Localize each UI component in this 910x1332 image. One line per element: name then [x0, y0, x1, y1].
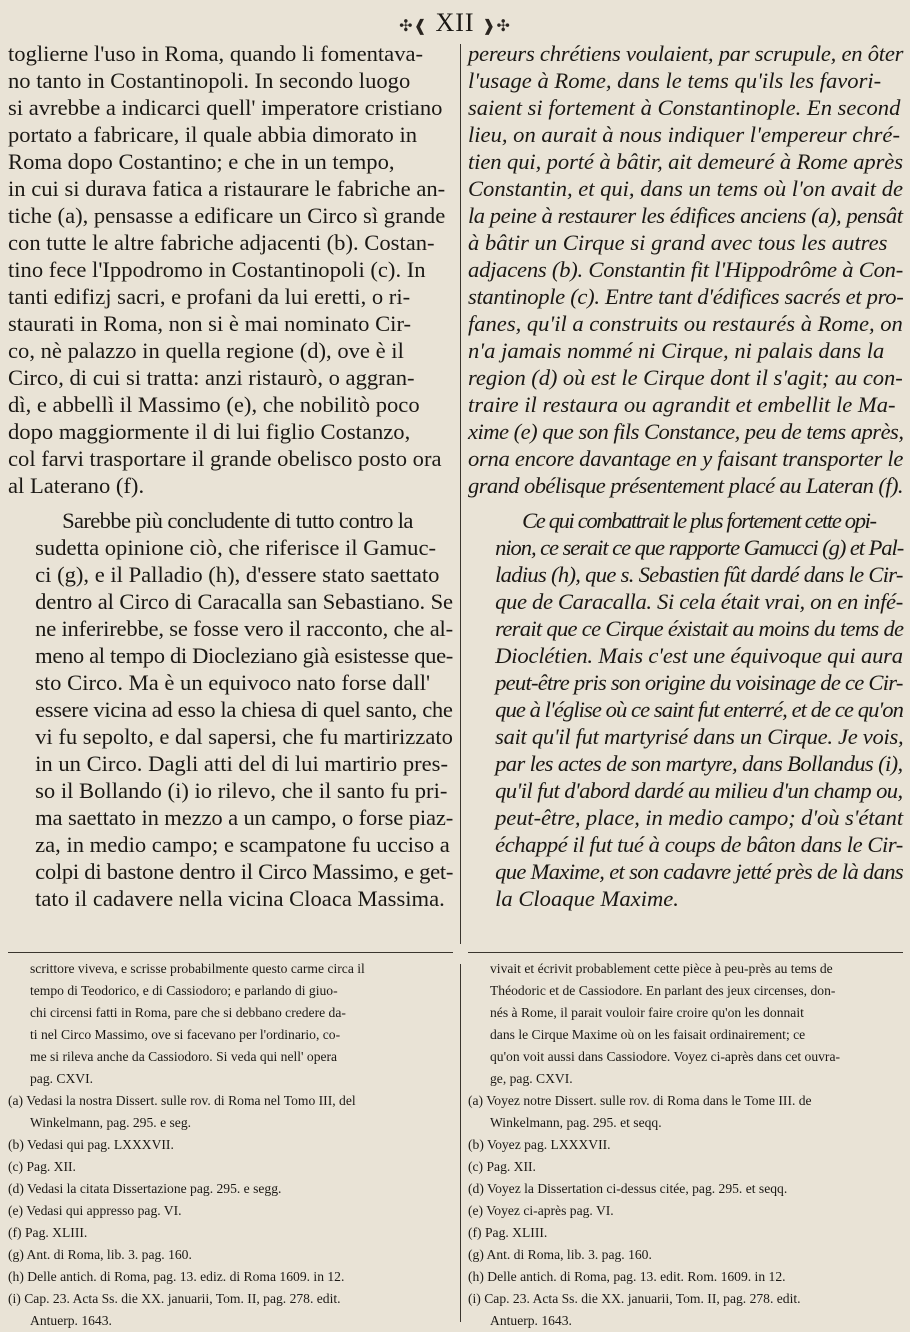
text-line: (a) Vedasi la nostra Dissert. sulle rov. di Roma nel Tomo III, del	[8, 1093, 356, 1108]
text-line: (b) Voyez pag. LXXXVII.	[468, 1137, 611, 1152]
text-line: (g) Ant. di Roma, lib. 3. pag. 160.	[8, 1247, 192, 1262]
text-line: (g) Ant. di Roma, lib. 3. pag. 160.	[468, 1247, 652, 1262]
text-line: ci (g), e il Palladio (h), d'essere stato saettato	[35, 562, 440, 587]
text-line: za, in medio campo; e scampatone fu ucciso a	[35, 832, 450, 857]
text-line: sto Circo. Ma è un equivoco nato forse dall'	[35, 670, 431, 695]
text-line: pereurs chrétiens voulaient, par scrupule, en ôter	[468, 41, 904, 66]
text-line: (d) Vedasi la citata Dissertazione pag. 295. e segg.	[8, 1181, 282, 1196]
text-line: Antuerp. 1643.	[30, 1313, 112, 1328]
text-line: peut-être pris son origine du voisinage de ce Cir-	[495, 670, 903, 695]
text-line: dentro al Circo di Caracalla san Sebastiano. Se	[35, 589, 453, 614]
text-line: xime (e) que son fils Constance, peu de tems après,	[468, 419, 904, 444]
text-line: region (d) où est le Cirque dont il s'agit; au con-	[468, 365, 903, 390]
text-line: lieu, on aurait à nous indiquer l'empereur chré-	[468, 122, 900, 147]
text-line: que de Caracalla. Si cela était vrai, on en infé-	[495, 589, 903, 614]
text-line: tiche (a), pensasse a edificare un Circo sì grande	[8, 203, 446, 228]
text-line: chi circensi fatti in Roma, pare che si debbano credere da-	[30, 1005, 346, 1020]
text-line: (h) Delle antich. di Roma, pag. 13. ediz. di Roma 1609. in 12.	[8, 1269, 345, 1284]
text-line: in un Circo. Dagli atti del di lui martirio pres-	[35, 751, 448, 776]
text-line: échappé il fut tué à coups de bâton dans le Cir-	[495, 832, 903, 857]
text-line: me si rileva anche da Cassiodoro. Si veda qui nell' opera	[30, 1049, 338, 1064]
text-line: (a) Voyez notre Dissert. sulle rov. di Roma dans le Tome III. de	[468, 1093, 812, 1108]
text-line: tino fece l'Ippodromo in Costantinopoli (c). In	[8, 257, 426, 282]
italian-paragraph-1	[8, 40, 453, 499]
text-line: dans le Cirque Maxime où on les faisait ordinairement; ce	[490, 1027, 806, 1042]
text-line: (f) Pag. XLIII.	[8, 1225, 88, 1240]
text-line: à bâtir un Cirque si grand avec tous les autres	[468, 230, 888, 255]
italian-footnotes	[8, 958, 453, 1332]
text-line: colpi di bastone dentro il Circo Massimo, e get-	[35, 859, 454, 884]
text-line: so il Bollando (i) io rilevo, che il santo fu pri-	[35, 778, 448, 803]
text-line: tien qui, porté à bâtir, ait demeuré à Rome après	[468, 149, 903, 174]
text-line: tato il cadavere nella vicina Cloaca Massima.	[35, 886, 445, 911]
text-line: tempo di Teodorico, e di Cassiodoro; e parlando di giuo-	[30, 983, 338, 998]
text-line: orna encore davantage en y faisant transporter le	[468, 446, 904, 471]
text-line: la peine à restaurer les édifices anciens (a), pensât	[468, 203, 903, 228]
text-line: qu'il fut d'abord dardé au milieu d'un champ ou,	[495, 778, 903, 803]
text-line: Constantin, et qui, dans un tems où l'on avait de	[468, 176, 903, 201]
text-line: grand obélisque présentement placé au Lateran (f).	[468, 473, 903, 498]
text-line: par les actes de son martyre, dans Bollandus (i),	[495, 751, 903, 776]
french-footnotes	[468, 958, 903, 1332]
text-line: ne inferirebbe, se fosse vero il racconto, che al-	[35, 616, 453, 641]
text-line: ma saettato in mezzo a un campo, o forse piaz-	[35, 805, 454, 830]
text-line: Ce qui combattrait le plus fortement cette opi-	[522, 508, 876, 533]
text-line: qu'on voit aussi dans Cassiodore. Voyez ci-après dans cet ouvra-	[490, 1049, 841, 1064]
text-line: toglierne l'uso in Roma, quando li fomentava-	[8, 41, 424, 66]
text-line: no tanto in Costantinopoli. In secondo luogo	[8, 68, 411, 93]
text-line: ge, pag. CXVI.	[490, 1071, 573, 1086]
ornament-left-icon: ✣❰	[399, 18, 428, 35]
french-paragraph-2	[468, 507, 903, 912]
text-line: Winkelmann, pag. 295. et seqq.	[490, 1115, 662, 1130]
text-line: Antuerp. 1643.	[490, 1313, 572, 1328]
french-text-column	[468, 40, 903, 912]
text-line: saient si fortement à Constantinople. En second	[468, 95, 901, 120]
text-line: col farvi trasportare il grande obelisco posto ora	[8, 446, 442, 471]
text-line: stantinople (c). Entre tant d'édifices sacrés et pro-	[468, 284, 904, 309]
text-line: co, nè palazzo in quella regione (d), ove è il	[8, 338, 404, 363]
text-line: nion, ce serait ce que rapporte Gamucci (g) et Pal-	[495, 535, 904, 560]
text-line: (d) Voyez la Dissertation ci-dessus citée, pag. 295. et seqq.	[468, 1181, 788, 1196]
page-number: XII	[435, 8, 475, 37]
text-line: (i) Cap. 23. Acta Ss. die XX. januarii, Tom. II, pag. 278. edit.	[8, 1291, 341, 1306]
text-line: Roma dopo Costantino; e che in un tempo,	[8, 149, 395, 174]
text-line: tanti edifizj sacri, e profani da lui eretti, o ri-	[8, 284, 411, 309]
italian-text-column	[8, 40, 453, 912]
text-line: meno al tempo di Diocleziano già esistesse que-	[35, 643, 453, 668]
text-line: ti nel Circo Massimo, ove si facevano per l'ordinario, co-	[30, 1027, 341, 1042]
text-line: sudetta opinione ciò, che riferisce il Gamuc-	[35, 535, 436, 560]
page-header	[0, 6, 910, 40]
text-line: Circo, di cui si tratta: anzi ristaurò, o aggran-	[8, 365, 415, 390]
text-line: l'usage à Rome, dans le tems qu'ils les favori-	[468, 68, 882, 93]
text-line: nés à Rome, il parait vouloir faire croire qu'on les donnait	[490, 1005, 804, 1020]
text-line: pag. CXVI.	[30, 1071, 94, 1086]
text-line: Théodoric et de Cassiodore. En parlant des jeux circenses, don-	[490, 983, 836, 998]
text-line: sait qu'il fut martyrisé dans un Cirque. Je vois,	[495, 724, 904, 749]
text-line: la Cloaque Maxime.	[495, 886, 679, 911]
text-line: (c) Pag. XII.	[468, 1159, 536, 1174]
text-line: Winkelmann, pag. 295. e seg.	[30, 1115, 192, 1130]
text-line: (h) Delle antich. di Roma, pag. 13. edit. Rom. 1609. in 12.	[468, 1269, 786, 1284]
text-line: staurati in Roma, non si è mai nominato Cir-	[8, 311, 412, 336]
text-line: con tutte le altre fabriche adjacenti (b). Costan-	[8, 230, 435, 255]
text-line: (c) Pag. XII.	[8, 1159, 76, 1174]
text-line: rerait que ce Cirque éxistait au moins du tems de	[495, 616, 904, 641]
text-line: que à l'église où ce saint fut enterré, et de ce qu'on	[495, 697, 904, 722]
text-line: essere vicina ad esso la chiesa di quel santo, che	[35, 697, 453, 722]
text-line: si avrebbe a indicarci quell' imperatore cristiano	[8, 95, 443, 120]
text-line: (f) Pag. XLIII.	[468, 1225, 548, 1240]
text-line: ladius (h), que s. Sebastien fût dardé dans le Cir-	[495, 562, 903, 587]
left-footnote-rule	[8, 952, 453, 953]
text-line: vivait et écrivit probablement cette pièce à peu-près au tems de	[490, 961, 833, 976]
french-paragraph-1	[468, 40, 903, 499]
text-line: scrittore viveva, e scrisse probabilmente questo carme circa il	[30, 961, 365, 976]
text-line: dopo maggiormente il di lui figlio Costanzo,	[8, 419, 411, 444]
text-line: fanes, qu'il a construits ou restaurés à Rome, on	[468, 311, 903, 336]
italian-paragraph-2	[8, 507, 453, 912]
ornament-right-icon: ❱✣	[482, 18, 511, 35]
text-line: (e) Voyez ci-après pag. VI.	[468, 1203, 614, 1218]
text-line: al Laterano (f).	[8, 473, 145, 498]
notes-column-divider	[460, 964, 461, 1322]
right-footnote-rule	[468, 952, 903, 953]
text-line: vi fu sepolto, e dal sapersi, che fu martirizzato	[35, 724, 453, 749]
text-line: traire il restaura ou agrandit et embellit le Ma-	[468, 392, 896, 417]
text-line: Sarebbe più concludente di tutto contro la	[62, 508, 413, 533]
text-line: adjacens (b). Constantin fit l'Hippodrôme à Con-	[468, 257, 904, 282]
text-line: que Maxime, et son cadavre jetté près de là dans	[495, 859, 903, 884]
text-line: (i) Cap. 23. Acta Ss. die XX. januarii, Tom. II, pag. 278. edit.	[468, 1291, 801, 1306]
text-line: (b) Vedasi qui pag. LXXXVII.	[8, 1137, 174, 1152]
text-line: (e) Vedasi qui appresso pag. VI.	[8, 1203, 182, 1218]
text-line: portato a fabricare, il quale abbia dimorato in	[8, 122, 418, 147]
text-line: peut-être, place, in medio campo; d'où s'étant	[495, 805, 904, 830]
text-line: Dioclétien. Mais c'est une équivoque qui aura	[495, 643, 903, 668]
column-divider	[460, 44, 461, 944]
text-line: in cui si durava fatica a ristaurare le fabriche an-	[8, 176, 446, 201]
text-line: n'a jamais nommé ni Cirque, ni palais dans la	[468, 338, 885, 363]
text-line: dì, e abbellì il Massimo (e), che nobilitò poco	[8, 392, 420, 417]
